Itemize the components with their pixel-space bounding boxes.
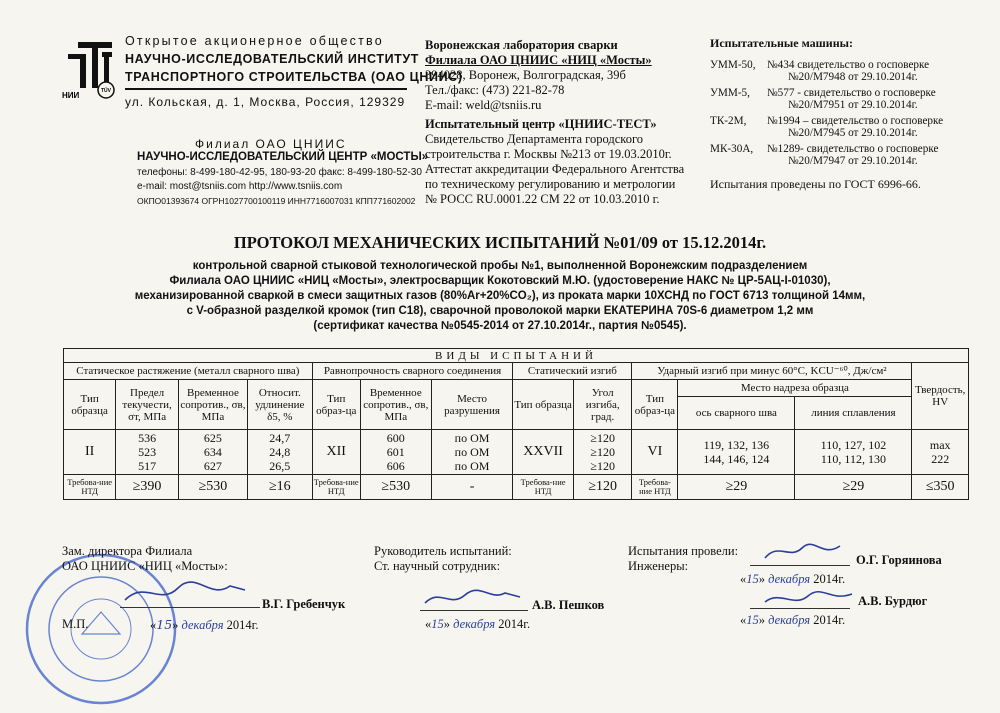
group-impact: Ударный изгиб при минус 60°С, KCU⁻⁶⁰, Дж/см² bbox=[632, 363, 912, 380]
cell-st-elongation bbox=[247, 430, 312, 475]
cell-bend-type: XXVII bbox=[513, 430, 574, 475]
header-notch-place: Место надреза образца bbox=[678, 380, 912, 397]
header-impact-weld: ось сварного шва bbox=[678, 397, 795, 430]
subtitle-line: механизированной сваркой в смеси защитных газов (80%Ar+20%CO₂), из проката марки 10ХСНД по ГОСТ 6713 толщиной 14мм, bbox=[134, 290, 866, 302]
header-bend-angle: Угол изгиба, град. bbox=[573, 380, 632, 430]
machine-cert-no: №20/М7945 от 29.10.2014г. bbox=[788, 127, 918, 139]
head-title-1: Руководитель испытаний: bbox=[374, 544, 512, 558]
cell-eq-tensile bbox=[360, 430, 431, 475]
head-name: А.В. Пешков bbox=[532, 598, 605, 612]
deputy-sign-line bbox=[120, 607, 260, 608]
machine-cert-no: №20/М7947 от 29.10.2014г. bbox=[788, 155, 918, 167]
value: 24,7 bbox=[269, 431, 291, 445]
machine-cert: №1289- свидетельство о госповерке bbox=[767, 143, 939, 155]
value: 110, 112, 130 bbox=[820, 452, 886, 466]
header-eq-type: Тип образ-ца bbox=[312, 380, 360, 430]
conducted-title-2: Инженеры: bbox=[628, 559, 689, 573]
branch-phones: телефоны: 8-499-180-42-95, 180-93-20 факс: 8-499-180-52-30 bbox=[137, 167, 422, 178]
engineer2-date: «15» декабря 2014г. bbox=[740, 613, 846, 627]
cell-hardness bbox=[912, 430, 969, 475]
org-line-2: НАУЧНО-ИССЛЕДОВАТЕЛЬСКИЙ ИНСТИТУТ bbox=[125, 52, 420, 66]
test-results-table bbox=[63, 348, 969, 500]
cell-eq-type: XII bbox=[312, 430, 360, 475]
req-st-yield: ≥390 bbox=[116, 475, 179, 500]
lab-title: Воронежская лаборатория сварки bbox=[425, 38, 618, 52]
value: ≥120 bbox=[590, 431, 615, 445]
header-divider bbox=[125, 88, 407, 90]
conducted-title-1: Испытания провели: bbox=[628, 544, 739, 558]
requirement-label: Требова-ние НТД bbox=[632, 475, 678, 500]
machine-cert: №577 - свидетельство о госповерке bbox=[767, 87, 936, 99]
org-line-3: ТРАНСПОРТНОГО СТРОИТЕЛЬСТВА (ОАО ЦНИИС) bbox=[125, 70, 463, 84]
req-eq-tensile: ≥530 bbox=[360, 475, 431, 500]
lab-phone: Тел./факс: (473) 221-82-78 bbox=[425, 83, 565, 97]
cell-impact-fusion bbox=[795, 430, 912, 475]
engineer2-year: 2014г. bbox=[813, 613, 846, 627]
value: 536 bbox=[138, 431, 157, 445]
header-impact-type: Тип образ-ца bbox=[632, 380, 678, 430]
req-impact-fusion: ≥29 bbox=[795, 475, 912, 500]
machine-cert: №1994 – свидетельство о госповерке bbox=[767, 115, 944, 127]
gost-note: Испытания проведены по ГОСТ 6996-66. bbox=[710, 177, 921, 191]
engineer1-signature bbox=[760, 538, 850, 571]
machine-cert-no: №20/М7948 от 29.10.2014г. bbox=[788, 71, 918, 83]
machine-cert-no: №20/М7951 от 29.10.2014г. bbox=[788, 99, 918, 111]
subtitle-line: (сертификат качества №0545-2014 от 27.10.2014г., партия №0545). bbox=[313, 320, 687, 332]
center-line: Свидетельство Департамента городского bbox=[425, 132, 644, 146]
cell-impact-weld bbox=[678, 430, 795, 475]
head-day: 15 bbox=[431, 617, 444, 631]
value: max bbox=[929, 438, 951, 452]
header-impact-fusion: линия сплавления bbox=[795, 397, 912, 430]
header-bend-type: Тип образца bbox=[513, 380, 574, 430]
value: 634 bbox=[203, 445, 222, 459]
branch-line-2: НАУЧНО-ИССЛЕДОВАТЕЛЬСКИЙ ЦЕНТР «МОСТЫ» bbox=[137, 151, 429, 163]
org-address: ул. Кольская, д. 1, Москва, Россия, 129329 bbox=[125, 95, 406, 109]
requirement-label: Требова-ние НТД bbox=[312, 475, 360, 500]
subtitle-line: с V-образной разделкой кромок (тип С18), сварочной проволокой марки ЕКАТЕРИНА 70S-6 диаметром 1,2 мм bbox=[186, 305, 814, 317]
header-st-yield: Предел текучести, σт, МПа bbox=[116, 380, 179, 430]
cell-eq-place bbox=[431, 430, 513, 475]
machine-name: УММ-5, bbox=[710, 87, 750, 99]
value: ≥120 bbox=[590, 445, 615, 459]
org-line-1: Открытое акционерное общество bbox=[125, 34, 384, 48]
branch-email-web: e-mail: most@tsniis.com http://www.tsniis.com bbox=[137, 181, 343, 192]
header-eq-place: Место разрушения bbox=[431, 380, 513, 430]
stamp-mark: М.П. bbox=[62, 617, 89, 631]
center-line: Аттестат аккредитации Федерального Агентства bbox=[425, 162, 685, 176]
value: 517 bbox=[138, 459, 157, 473]
header-st-tensile: Временное сопротив., σв, МПа bbox=[178, 380, 247, 430]
req-st-elongation: ≥16 bbox=[247, 475, 312, 500]
req-hardness: ≤350 bbox=[912, 475, 969, 500]
value: ≥120 bbox=[590, 459, 615, 473]
engineer1-date: «15» декабря 2014г. bbox=[740, 572, 846, 586]
logo-badge: TÜV bbox=[101, 88, 111, 94]
value: 222 bbox=[931, 452, 950, 466]
req-bend-angle: ≥120 bbox=[573, 475, 632, 500]
value: 24,8 bbox=[269, 445, 291, 459]
engineer2-month: декабря bbox=[768, 613, 811, 627]
branch-codes: ОКПО01393674 ОГРН1027700100119 ИНН7716007031 КПП771602002 bbox=[137, 196, 416, 206]
value: 119, 132, 136 bbox=[703, 438, 770, 452]
cell-st-tensile bbox=[178, 430, 247, 475]
group-equal-strength: Равнопрочность сварного соединения bbox=[312, 363, 513, 380]
head-month: декабря bbox=[453, 617, 496, 631]
deputy-date: «15» декабря 2014г. bbox=[150, 617, 259, 632]
header-st-elongation: Относит. удлинение δ5, % bbox=[247, 380, 312, 430]
machine-name: ТК-2М, bbox=[710, 115, 747, 127]
engineer1-name: О.Г. Горяинова bbox=[856, 553, 942, 567]
value: 606 bbox=[386, 459, 405, 473]
deputy-name: В.Г. Гребенчук bbox=[262, 597, 346, 611]
requirement-label: Требова-ние НТД bbox=[64, 475, 116, 500]
logo-text: НИИ bbox=[62, 91, 80, 100]
group-static-bend: Статический изгиб bbox=[513, 363, 632, 380]
req-impact-weld: ≥29 bbox=[678, 475, 795, 500]
cell-st-yield bbox=[116, 430, 179, 475]
machine-name: УММ-50, bbox=[710, 59, 756, 71]
cell-bend-angle bbox=[573, 430, 632, 475]
institute-logo bbox=[60, 40, 116, 102]
value: 601 bbox=[386, 445, 405, 459]
engineer1-month: декабря bbox=[768, 572, 811, 586]
deputy-title-1: Зам. директора Филиала bbox=[62, 544, 193, 558]
group-hardness: Твердость, HV bbox=[912, 363, 969, 430]
head-title-2: Ст. научный сотрудник: bbox=[374, 559, 501, 573]
machines-title: Испытательные машины: bbox=[710, 36, 853, 50]
req-eq-place: - bbox=[431, 475, 513, 500]
deputy-title-2: ОАО ЦНИИС «НИЦ «Мосты»: bbox=[62, 559, 228, 573]
deputy-month: декабря bbox=[181, 618, 224, 632]
header-st-type: Тип образца bbox=[64, 380, 116, 430]
head-year: 2014г. bbox=[498, 617, 531, 631]
engineer1-year: 2014г. bbox=[813, 572, 846, 586]
table-caption: ВИДЫ ИСПЫТАНИЙ bbox=[64, 349, 969, 363]
engineer2-day: 15 bbox=[746, 613, 759, 627]
subtitle-line: Филиала ОАО ЦНИИС «НИЦ «Мосты», электросварщик Кокотовский М.Ю. (удостоверение НАКС № ЦР-5АЦ-I-01030), bbox=[169, 275, 831, 287]
head-sign-line bbox=[420, 610, 528, 611]
head-date: «15» декабря 2014г. bbox=[425, 617, 531, 631]
center-line: строительства г. Москвы №213 от 19.03.2010г. bbox=[425, 147, 672, 161]
protocol-title: ПРОТОКОЛ МЕХАНИЧЕСКИХ ИСПЫТАНИЙ №01/09 от 15.12.2014г. bbox=[233, 233, 767, 252]
machine-cert: №434 свидетельство о госповерке bbox=[767, 59, 930, 71]
engineer1-sign-line bbox=[750, 565, 850, 566]
engineer1-day: 15 bbox=[746, 572, 759, 586]
value: 600 bbox=[386, 431, 405, 445]
group-static-tension: Статическое растяжение (металл сварного шва) bbox=[64, 363, 313, 380]
value: 627 bbox=[203, 459, 222, 473]
lab-address: 394028, Воронеж, Волгоградская, 39б bbox=[425, 68, 626, 82]
subtitle-line: контрольной сварной стыковой технологической пробы №1, выполненной Воронежским подразделением bbox=[192, 260, 808, 272]
head-signature bbox=[420, 583, 530, 618]
value: по ОМ bbox=[454, 445, 490, 459]
cell-st-type: II bbox=[64, 430, 116, 475]
value: по ОМ bbox=[454, 459, 490, 473]
center-title: Испытательный центр «ЦНИИС-ТЕСТ» bbox=[425, 117, 657, 131]
machine-name: МК-30А, bbox=[710, 143, 754, 155]
value: 26,5 bbox=[269, 459, 291, 473]
engineer2-sign-line bbox=[750, 608, 850, 609]
deputy-day: 15 bbox=[156, 617, 173, 632]
branch-line-1: Филиал ОАО ЦНИИС bbox=[195, 137, 347, 151]
value: 144, 146, 124 bbox=[703, 452, 770, 466]
deputy-year: 2014г. bbox=[226, 618, 259, 632]
value: 110, 127, 102 bbox=[820, 438, 887, 452]
req-st-tensile: ≥530 bbox=[178, 475, 247, 500]
center-line: по техническому регулированию и метрологии bbox=[425, 177, 676, 191]
lab-email: E-mail: weld@tsniis.ru bbox=[425, 98, 542, 112]
header-eq-tensile: Временное сопротив., σв, МПа bbox=[360, 380, 431, 430]
lab-branch: Филиала ОАО ЦНИИС «НИЦ «Мосты» bbox=[425, 53, 652, 67]
center-line: № РОСС RU.0001.22 СМ 22 от 10.03.2010 г. bbox=[425, 192, 660, 206]
value: 523 bbox=[138, 445, 157, 459]
value: по ОМ bbox=[454, 431, 490, 445]
value: 625 bbox=[203, 431, 222, 445]
requirement-label: Требова-ние НТД bbox=[513, 475, 574, 500]
cell-impact-type: VI bbox=[632, 430, 678, 475]
engineer2-name: А.В. Бурдюг bbox=[858, 594, 928, 608]
